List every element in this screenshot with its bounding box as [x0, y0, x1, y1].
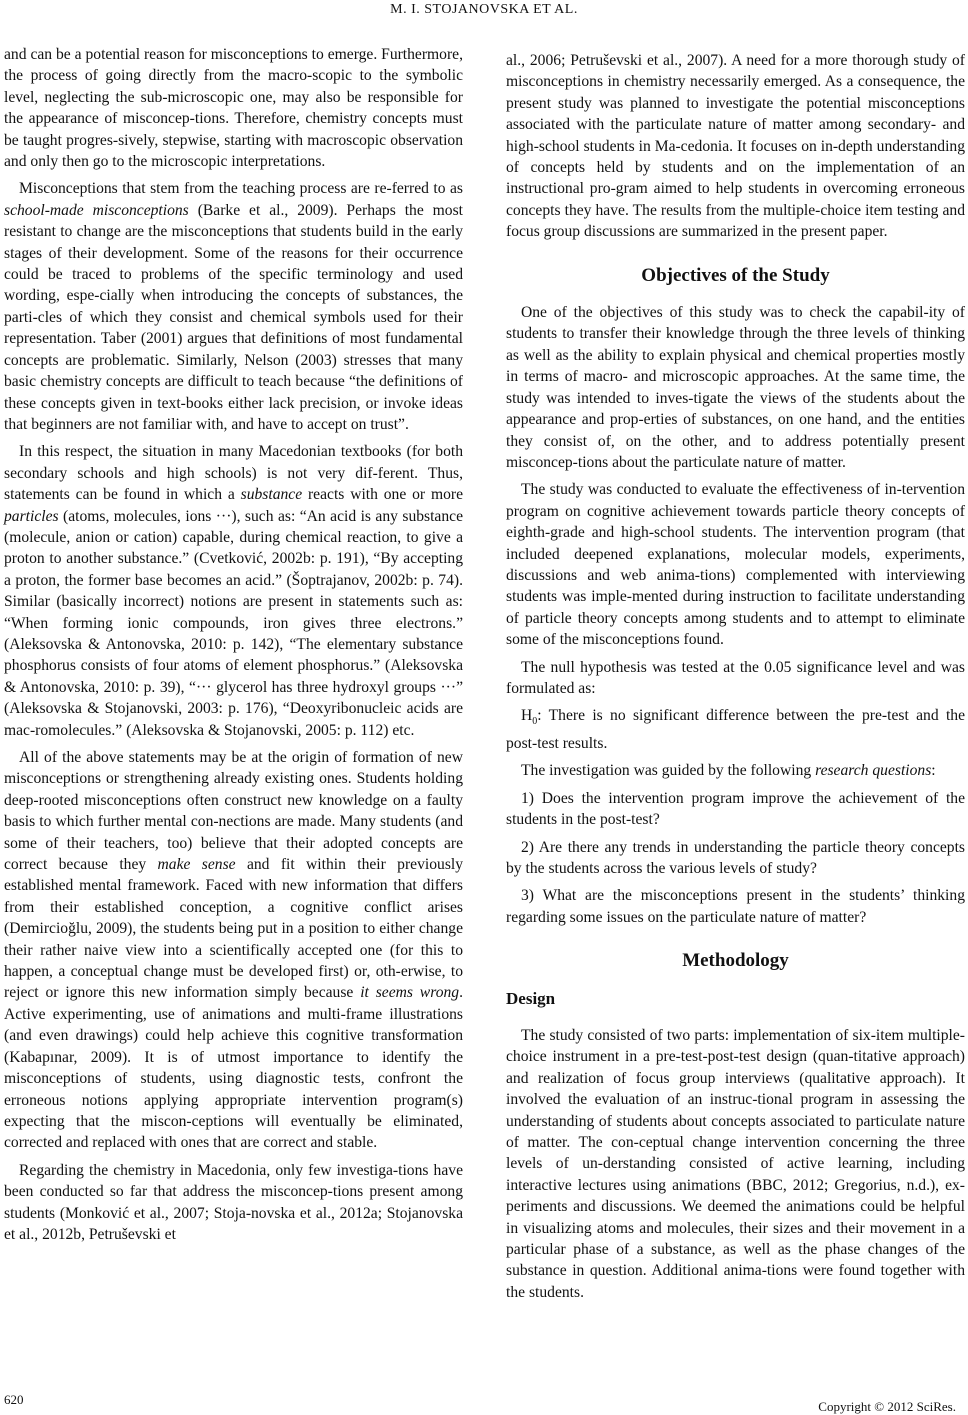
- research-question: 1) Does the intervention program improve the achievement of the students in the post-test?: [506, 789, 965, 829]
- paragraph: Regarding the chemistry in Macedonia, only few investiga-tions have been conducted so far that address the misconcep-tions present among students (Monković et al., 2007; Stoja-novska et al., 2012a; Stojanovska et al., 2012b, Petruševski et: [4, 1161, 463, 1243]
- subsection-heading-design: Design: [506, 988, 556, 1008]
- paragraph: and can be a potential reason for misconceptions to emerge. Furthermore, the process of going directly from the macro-scopic to the symbolic level, neglecting the sub-microscopic one, may also be responsible for the appearance of misconcep-tions. Therefore, chemistry concepts must be taught progres-sively, stepwise, starting with macroscopic observation and only then go to the microscopic interpretations.: [4, 46, 463, 171]
- paragraph: The null hypothesis was tested at the 0.05 significance level and was formulated as:: [506, 658, 965, 697]
- page-number: 620: [4, 1392, 24, 1407]
- left-column: [4, 44, 463, 1251]
- paragraph: The study consisted of two parts: implementation of six-item multiple-choice instrument in a pre-test-post-test design (quan-titative approach) and realization of focus group interviews (qualitative approach). It involved the evaluation of an instruc-tional program in assessing the understanding of students about concepts associated to particulate nature of matter. The con-ceptual change intervention concerning the three levels of un-derstanding consisted of active learning, including interactive lectures using animations (BBC, 2012; Gregorius, n.d.), ex-periments and discussions. We deemed the animations could be helpful in visualizing atoms and molecules, their sizes and their movement in a particular phase of a substance, as well as the phase changes of the substance in question. Additional anima-tions were found together with the students.: [506, 1026, 965, 1301]
- paragraph: The investigation was guided by the following research questions:: [521, 762, 936, 780]
- paragraph: All of the above statements may be at the origin of formation of new misconceptions or strengthening already existing ones. Students holding deep-rooted misconceptions often construct new knowledge on a faulty basis to which further mental con-nections are made. Many students (and some of their teachers, too) believe that their adopted concepts are correct because they make sense and fit within their previously established mental framework. Faced with new information that differs from their established conception, a cognitive conflict arises (Demircioğlu, 2009), the students being put in a position to either change their rather naive view into a scientifically accepted one (for this to happen, a conceptual change must be developed first) or, oth-erwise, to reject or ignore this new information simply because it seems wrong. Active experimenting, use of animations and multi-frame illustrations (and even drawings) could help achieve this cognitive transformation (Kabapınar, 2009). It is of utmost importance to identify the misconceptions of students, using diagnostic tests, confront the erroneous notions applying appropriate intervention program(s) expecting that the miscon-ceptions will eventually be eliminated, corrected and replaced with ones that are correct and stable.: [4, 749, 464, 1152]
- right-column: [506, 50, 965, 1309]
- research-question: 2) Are there any trends in understanding the particle theory concepts by the students across the various levels of study?: [506, 838, 965, 877]
- research-question: 3) What are the misconceptions present in the students’ thinking regarding some issues on the particulate nature of matter?: [506, 887, 965, 926]
- section-heading-objectives: Objectives of the Study: [641, 264, 830, 286]
- paragraph: al., 2006; Petruševski et al., 2007). A need for a more thorough study of misconceptions in chemistry necessarily emerged. As a consequence, the present study was planned to investigate the potential misconceptions associated with the particulate nature of matter among secondary- and high-school students in Ma-cedonia. It focuses on in-depth understanding of concepts held by students and on the implementation of an instructional pro-gram aimed to help students in overcoming erroneous concepts they have. The results from the multiple-choice item testing and focus group discussions are summarized in the present paper.: [506, 52, 965, 241]
- paragraph: One of the objectives of this study was to check the capabil-ity of students to transfer their knowledge through the three levels of thinking as well as the ability to explain physical and chemical properties mostly in terms of macro- and microscopic approaches. At the same time, the study was intended to inves-tigate the views of the students about the appearance and prop-erties of substances, on one hand, and the entities they consist of, on the other, and to address potentially present misconcep-tions about the particulate nature of matter.: [506, 304, 965, 471]
- null-hypothesis: $H_0$: There is no significant difference between the pre-test and the post-test results.: [506, 707, 965, 752]
- section-heading-methodology: Methodology: [682, 950, 789, 972]
- paragraph: The study was conducted to evaluate the effectiveness of in-tervention program on cognitive achievement towards particle theory concepts of eighth-grade and high-school students. The intervention program (that included deepened explanations, molecular models, experiments, discussions and web anima-tions) complemented with interviewing students was imple-mented during instruction to facilitate understanding of particle theory concepts among students and to attempt to eliminate some of the misconceptions found.: [506, 481, 965, 649]
- running-header: M. I. STOJANOVSKA ET AL.: [390, 2, 578, 17]
- paragraph: Misconceptions that stem from the teaching process are re-ferred to as school-made misconceptions (Barke et al., 2009). Perhaps the most resistant to change are the misconceptions that students build in the early stages of their development. Some of the reasons for their occurrence could be traced to problems of the specific terminology and used wording, espe-cially when introducing the concepts of substances, the parti-cles of which they consist and chemical symbols used for their representation. Taber (2001) argues that definitions of most fundamental concepts are problematic. Similarly, Nelson (2003) stresses that many basic chemistry concepts are difficult to teach because “the definitions of these concepts given in text-books either lack precision, or invoke ideas that beginners are not familiar with, and have to accept on trust”.: [4, 180, 464, 433]
- copyright-notice: Copyright © 2012 SciRes.: [818, 1399, 956, 1414]
- paragraph: In this respect, the situation in many Macedonian textbooks (for both secondary schools and high schools) is not very dif-ferent. Thus, statements can be found in which a substance reacts with one or more particles (atoms, molecules, ions ···), such as: “An acid is any substance (molecule, anion or cation) capable, during chemical reaction, to give a proton to another substance.” (Cvetković, 2002b: p. 191), “By accepting a proton, the former base becomes an acid.” (Šoptrajanov, 2002b: p. 74). Similar (basically incorrect) notions are present in statements such as: “When forming ionic compounds, iron gives three electrons.” (Aleksovska & Antonovska, 2010: p. 142), “The elementary substance phosphorus consists of four atoms of element phosphorus.” (Aleksovska & Antonovska, 2010: p. 39), “··· glycerol has three hydroxyl groups ···” (Aleksovska & Stojanovski, 2003: p. 176), “Deoxyribonucleic acids are mac-romolecules.” (Aleksovska & Stojanovski, 2005: p. 112) etc.: [4, 443, 463, 739]
